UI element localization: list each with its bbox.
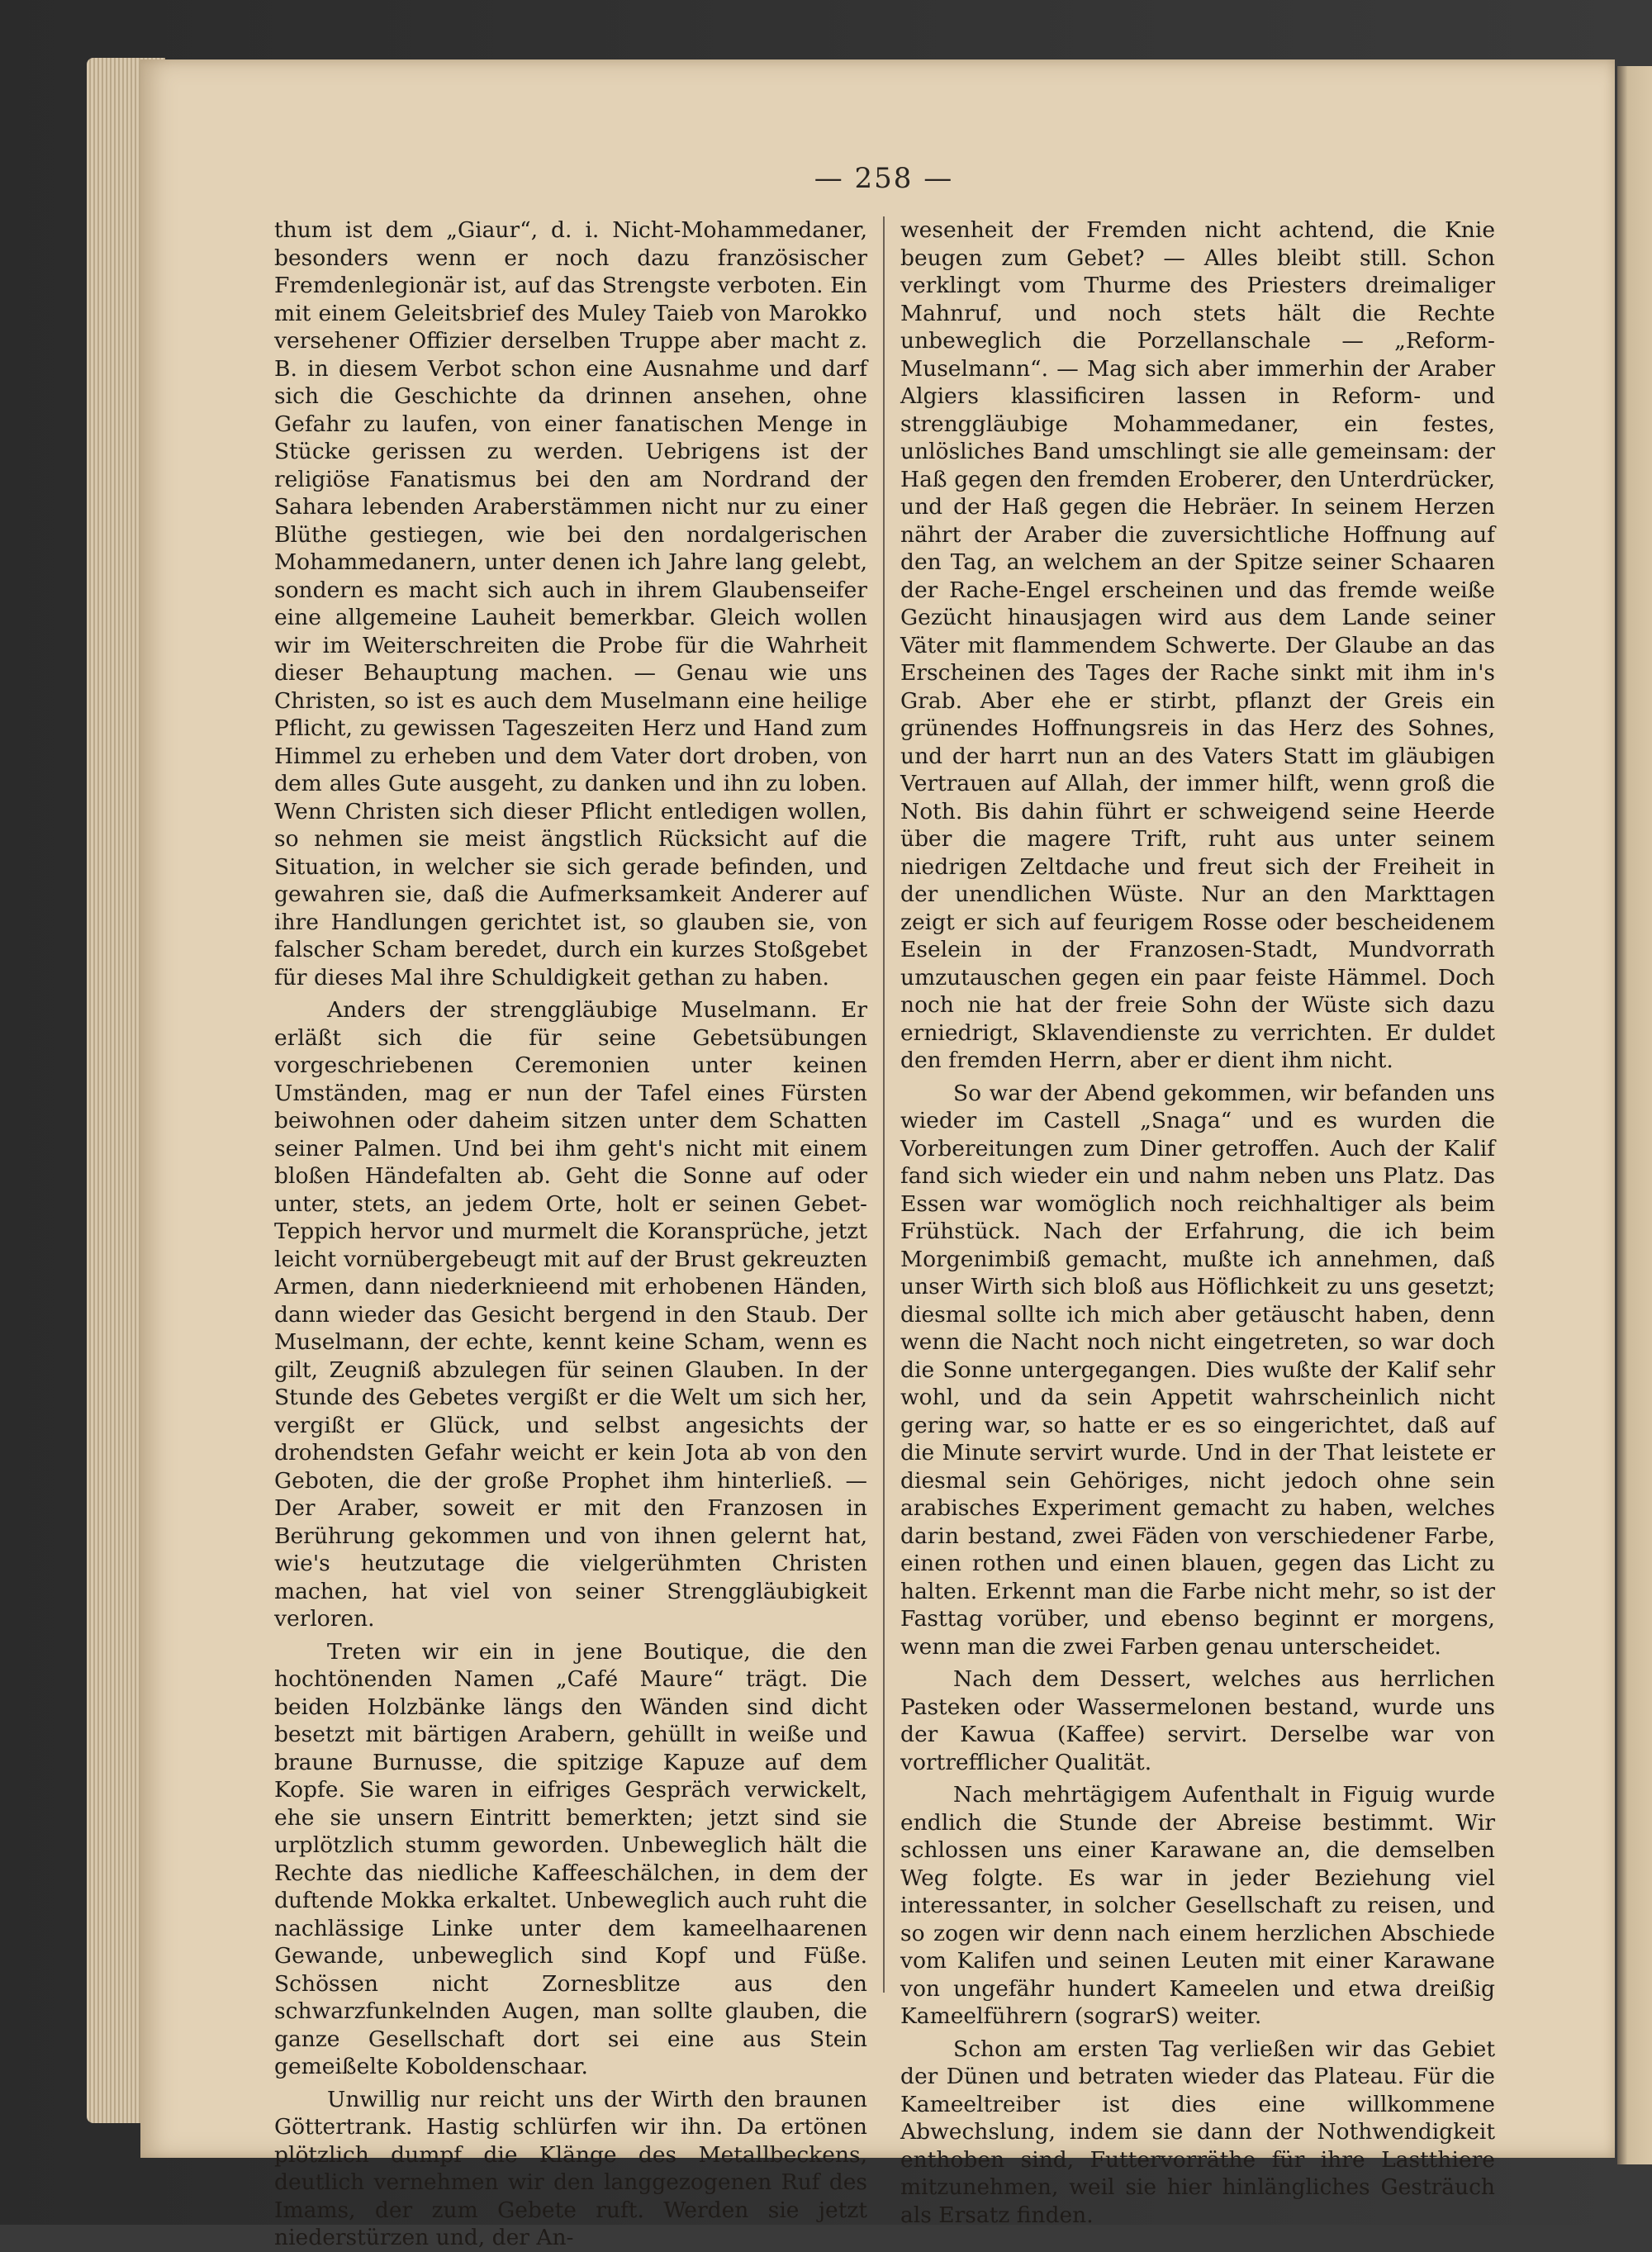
- paragraph: So war der Abend gekommen, wir befanden uns wieder im Castell „Snaga“ und es wurden die Vorbereitungen zum Diner getroffen. Auch der Kalif fand sich wieder ein und nahm neben uns Platz. Das Essen war womöglich noch reichhaltiger als beim Frühstück. Nach der Erfahrung, die ich beim Morgenimbiß gemacht, mußte ich annehmen, daß unser Wirth sich bloß aus Höflichkeit zu uns gesetzt; diesmal sollte ich mich aber getäuscht haben, denn wenn die Nacht noch nicht eingetreten, so war doch die Sonne untergegangen. Dies wußte der Kalif sehr wohl, und da sein Appetit wahrscheinlich nicht gering war, so hatte er es so eingerichtet, daß auf die Minute servirt wurde. Und in der That leistete er diesmal sein Gehöriges, nicht jedoch ohne sein arabisches Experiment gemacht zu haben, welches darin bestand, zwei Fäden von verschiedener Farbe, einen rothen und einen blauen, gegen das Licht zu halten. Erkennt man die Farbe nicht mehr, so ist der Fasttag vorüber, und ebenso beginnt er morgens, wenn man die zwei Farben genau unterscheidet.: [900, 1080, 1495, 1660]
- paragraph: Nach mehrtägigem Aufenthalt in Figuig wurde endlich die Stunde der Abreise bestimmt. Wir schlossen uns einer Karawane an, die demselben Weg folgte. Es war in jeder Beziehung viel interessanter, in solcher Gesellschaft zu reisen, und so zogen wir denn nach einem herzlichen Abschiede vom Kalifen und seinen Leuten mit einer Karawane von ungefähr hundert Kameelen und etwa dreißig Kameelführern (sograrS) weiter.: [900, 1782, 1495, 2029]
- paragraph: Anders der strenggläubige Muselmann. Er erläßt sich die für seine Gebetsübungen vorgeschriebenen Ceremonien unter keinen Umständen, mag er nun der Tafel eines Fürsten beiwohnen oder daheim sitzen unter dem Schatten seiner Palmen. Und bei ihm geht's nicht mit einem bloßen Händefalten ab. Geht die Sonne auf oder unter, stets, an jedem Orte, holt er seinen Gebet-Teppich hervor und murmelt die Koransprüche, jetzt leicht vornübergebeugt mit auf der Brust gekreuzten Armen, dann niederknieend mit erhobenen Händen, dann wieder das Gesicht bergend in den Staub. Der Muselmann, der echte, kennt keine Scham, wenn es gilt, Zeugniß abzulegen für seinen Glauben. In der Stunde des Gebetes vergißt er die Welt um sich her, vergißt er Glück, und selbst angesichts der drohendsten Gefahr weicht er kein Jota ab von den Geboten, die der große Prophet ihm hinterließ. — Der Araber, soweit er mit den Franzosen in Berührung gekommen und von ihnen gelernt hat, wie's heutzutage die vielgerühmten Christen machen, hat viel von seiner Strenggläubigkeit verloren.: [274, 997, 867, 1632]
- paragraph: Schon am ersten Tag verließen wir das Gebiet der Dünen und betraten wieder das Plateau. Für die Kameeltreiber ist dies eine willkommene Abwechslung, indem sie dann der Nothwendigkeit enthoben sind, Futtervorräthe für ihre Lastthiere mitzunehmen, weil sie hier hinlängliches Gesträuch als Ersatz finden.: [900, 2036, 1495, 2228]
- paragraph: Unwillig nur reicht uns der Wirth den braunen Göttertrank. Hastig schlürfen wir ihn. Da ertönen plötzlich dumpf die Klänge des Metallbeckens, deutlich vernehmen wir den langgezogenen Ruf des Imams, der zum Gebete ruft. Werden sie jetzt niederstürzen und, der An-: [274, 2086, 867, 2250]
- paragraph: Nach dem Dessert, welches aus herrlichen Pasteken oder Wassermelonen bestand, wurde uns der Kawua (Kaffee) servirt. Derselbe war von vortrefflicher Qualität.: [900, 1666, 1495, 1775]
- page-number: — 258 —: [814, 162, 954, 195]
- paragraph: Treten wir ein in jene Boutique, die den hochtönenden Namen „Café Maure“ trägt. Die beiden Holzbänke längs den Wänden sind dicht besetzt mit bärtigen Arabern, gehüllt in weiße und braune Burnusse, die spitzige Kapuze auf dem Kopfe. Sie waren in eifriges Gespräch verwickelt, ehe sie unsern Eintritt bemerkten; jetzt sind sie urplötzlich stumm geworden. Unbeweglich hält die Rechte das niedliche Kaffeeschälchen, in dem der duftende Mokka erkaltet. Unbeweglich auch ruht die nachlässige Linke unter dem kameelhaarenen Gewande, unbeweglich sind Kopf und Füße. Schössen nicht Zornesblitze aus den schwarzfunkelnden Augen, man sollte glauben, die ganze Gesellschaft dort sei eine aus Stein gemeißelte Koboldenschaar.: [274, 1638, 867, 2079]
- facing-page-edge: [1617, 66, 1652, 2164]
- left-text-column: [274, 216, 867, 2252]
- right-text-column: [900, 216, 1495, 2229]
- paragraph: wesenheit der Fremden nicht achtend, die Knie beugen zum Gebet? — Alles bleibt still. Schon verklingt vom Thurme des Priesters dreimaliger Mahnruf, und noch stets hält die Rechte unbeweglich die Porzellanschale — „Reform-Muselmann“. — Mag sich aber immerhin der Araber Algiers klassificiren lassen in Reform- und strenggläubige Mohammedaner, ein festes, unlösliches Band umschlingt sie alle gemeinsam: der Haß gegen den fremden Eroberer, den Unterdrücker, und der Haß gegen die Hebräer. In seinem Herzen nährt der Araber die zuversichtliche Hoffnung auf den Tag, an welchem an der Spitze seiner Schaaren der Rache-Engel erscheinen und das fremde weiße Gezücht hinausjagen wird aus dem Lande seiner Väter mit flammendem Schwerte. Der Glaube an das Erscheinen des Tages der Rache sinkt mit ihm in's Grab. Aber ehe er stirbt, pflanzt der Greis ein grünendes Hoffnungsreis in das Herz des Sohnes, und der harrt nun an des Vaters Statt im gläubigen Vertrauen auf Allah, der immer hilft, wenn groß die Noth. Bis dahin führt er schweigend seine Heerde über die magere Trift, ruht aus unter seinem niedrigen Zeltdache und freut sich der Freiheit in der unendlichen Wüste. Nur an den Markttagen zeigt er sich auf feurigem Rosse oder bescheidenem Eselein in der Franzosen-Stadt, Mundvorrath umzutauschen gegen ein paar feiste Hämmel. Doch noch nie hat der freie Sohn der Wüste sich dazu erniedrigt, Sklavendienste zu verrichten. Er duldet den fremden Herrn, aber er dient ihm nicht.: [900, 217, 1495, 1073]
- paragraph: thum ist dem „Giaur“, d. i. Nicht-Mohammedaner, besonders wenn er noch dazu französischer Fremdenlegionär ist, auf das Strengste verboten. Ein mit einem Geleitsbrief des Muley Taieb von Marokko versehener Offizier derselben Truppe aber macht z. B. in diesem Verbot schon eine Ausnahme und darf sich die Geschichte da drinnen ansehen, ohne Gefahr zu laufen, von einer fanatischen Menge in Stücke gerissen zu werden. Uebrigens ist der religiöse Fanatismus bei den am Nordrand der Sahara lebenden Araberstämmen nicht nur zu einer Blüthe gestiegen, wie bei den nordalgerischen Mohammedanern, unter denen ich Jahre lang gelebt, sondern es macht sich auch in ihrem Glaubenseifer eine allgemeine Lauheit bemerkbar. Gleich wollen wir im Weiterschreiten die Probe für die Wahrheit dieser Behauptung machen. — Genau wie uns Christen, so ist es auch dem Muselmann eine heilige Pflicht, zu gewissen Tageszeiten Herz und Hand zum Himmel zu erheben und dem Vater dort droben, von dem alles Gute ausgeht, zu danken und ihn zu loben. Wenn Christen sich dieser Pflicht entledigen wollen, so nehmen sie meist ängstlich Rücksicht auf die Situation, in welcher sie sich gerade befinden, und gewahren sie, daß die Aufmerksamkeit Anderer auf ihre Handlungen gerichtet ist, so glauben sie, von falscher Scham beredet, durch ein kurzes Stoßgebet für dieses Mal ihre Schuldigkeit gethan zu haben.: [274, 217, 867, 991]
- column-divider: [883, 216, 885, 1993]
